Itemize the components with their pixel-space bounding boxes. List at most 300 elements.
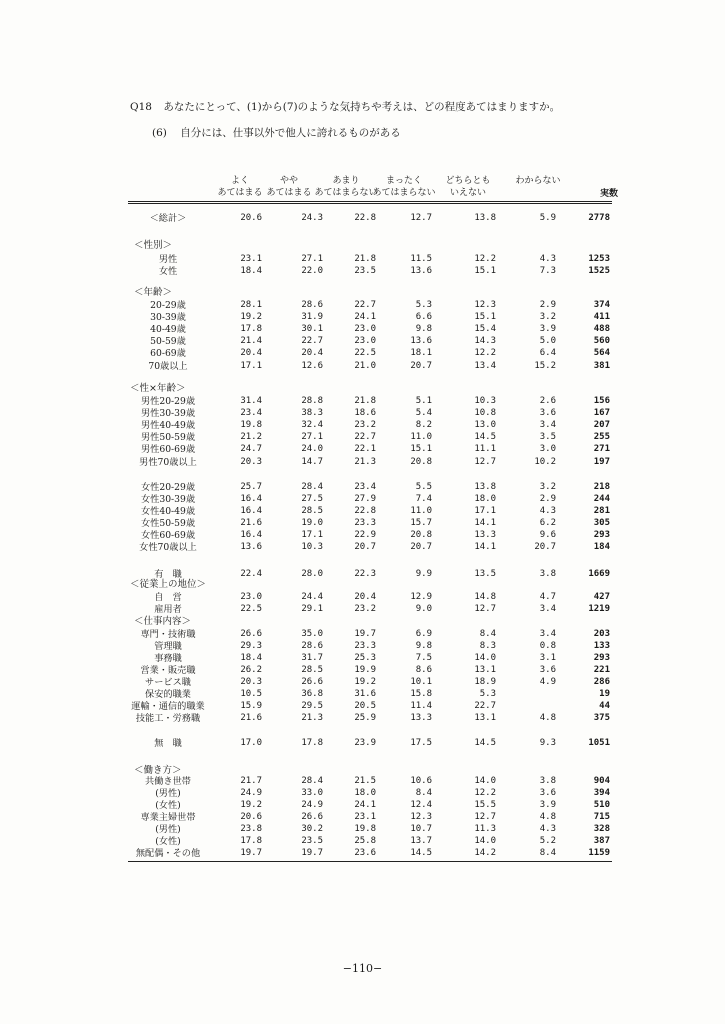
cell-value: 3.9 [539, 800, 556, 810]
table-row [0, 665, 725, 676]
cell-value: 12.2 [474, 254, 496, 264]
cell-value: 13.5 [474, 569, 496, 579]
cell-value: 22.8 [354, 506, 376, 516]
cell-value: 10.7 [410, 824, 432, 834]
table-row [0, 530, 725, 541]
cell-value: 26.6 [301, 677, 323, 687]
cell-value: 15.4 [474, 324, 496, 334]
cell-value: 22.8 [354, 213, 376, 223]
table-row [0, 312, 725, 323]
row-label: (女性) [155, 800, 181, 811]
cell-value: 26.6 [301, 812, 323, 822]
column-header-line1: わからない [515, 176, 561, 186]
cell-value: 23.4 [240, 408, 262, 418]
cell-value: 22.3 [354, 569, 376, 579]
cell-count: 374 [593, 300, 610, 310]
cell-value: 22.0 [301, 266, 323, 276]
cell-value: 21.7 [240, 776, 262, 786]
cell-value: 13.3 [474, 530, 496, 540]
cell-value: 11.4 [410, 701, 432, 711]
cell-value: 21.6 [240, 518, 262, 528]
cell-count: 244 [593, 494, 610, 504]
cell-value: 2.6 [539, 396, 556, 406]
cell-value: 22.7 [301, 336, 323, 346]
cell-value: 13.6 [410, 336, 432, 346]
table-row [0, 738, 725, 749]
row-label: (女性) [155, 836, 181, 847]
row-label: 70歳以上 [148, 361, 188, 372]
cell-value: 20.7 [354, 542, 376, 552]
column-header-line2: あてはまらない [372, 188, 436, 198]
cell-value: 9.6 [539, 530, 556, 540]
cell-value: 0.8 [539, 641, 556, 651]
cell-value: 14.8 [474, 592, 496, 602]
cell-value: 10.3 [301, 542, 323, 552]
row-label: 男性60-69歳 [140, 444, 196, 455]
cell-value: 22.1 [354, 444, 376, 454]
table-row [0, 788, 725, 799]
cell-value: 13.0 [474, 420, 496, 430]
cell-value: 19.0 [301, 518, 323, 528]
row-label: 保安的職業 [145, 689, 191, 700]
cell-value: 14.3 [474, 336, 496, 346]
cell-value: 24.3 [301, 213, 323, 223]
cell-value: 15.2 [534, 361, 556, 371]
cell-count: 255 [593, 432, 610, 442]
section-sex: ＜性別＞ [134, 240, 173, 251]
cell-value: 4.3 [539, 254, 556, 264]
cell-value: 13.8 [474, 213, 496, 223]
cell-value: 22.7 [474, 701, 496, 711]
table-row [0, 824, 725, 835]
cell-value: 14.0 [474, 776, 496, 786]
cell-value: 15.1 [410, 444, 432, 454]
cell-value: 18.4 [240, 653, 262, 663]
row-label: 男性50-59歳 [140, 432, 196, 443]
cell-value: 10.8 [474, 408, 496, 418]
cell-value: 3.6 [539, 788, 556, 798]
cell-value: 19.8 [240, 420, 262, 430]
cell-value: 9.8 [415, 641, 432, 651]
cell-value: 10.6 [410, 776, 432, 786]
cell-value: 3.0 [539, 444, 556, 454]
cell-value: 6.4 [539, 348, 556, 358]
cell-value: 13.8 [474, 482, 496, 492]
column-header-line2: あてはまる [217, 188, 263, 198]
cell-count: 203 [593, 629, 610, 639]
cell-value: 23.3 [354, 641, 376, 651]
cell-value: 36.8 [301, 689, 323, 699]
cell-value: 15.1 [474, 312, 496, 322]
cell-value: 17.1 [240, 361, 262, 371]
cell-value: 3.2 [539, 482, 556, 492]
column-header-line1: まったく [385, 176, 422, 186]
table-row [0, 408, 725, 419]
cell-value: 4.8 [539, 812, 556, 822]
row-label: 共働き世帯 [145, 776, 191, 787]
cell-value: 23.6 [354, 848, 376, 858]
cell-value: 3.9 [539, 324, 556, 334]
cell-value: 7.3 [539, 266, 556, 276]
cell-value: 25.9 [354, 713, 376, 723]
row-label: 女性20-29歳 [140, 482, 196, 493]
column-header-line2: あてはまらない [314, 188, 378, 198]
table-row [0, 701, 725, 712]
cell-value: 10.2 [534, 457, 556, 467]
table-row [0, 420, 725, 431]
section-sex-age: ＜性×年齢＞ [130, 383, 186, 394]
cell-value: 11.1 [474, 444, 496, 454]
row-label: 60-69歳 [150, 348, 186, 359]
table-row [0, 396, 725, 407]
cell-value: 20.8 [410, 530, 432, 540]
table-row [0, 266, 725, 277]
cell-value: 20.3 [240, 457, 262, 467]
column-header-line1: よく [230, 176, 249, 186]
row-label: 男性20-29歳 [140, 396, 196, 407]
cell-value: 22.4 [240, 569, 262, 579]
cell-value: 19.7 [354, 629, 376, 639]
cell-value: 23.1 [354, 812, 376, 822]
cell-count: 328 [593, 824, 610, 834]
cell-value: 23.2 [354, 604, 376, 614]
row-label: 無配偶・その他 [135, 848, 201, 859]
cell-value: 19.8 [354, 824, 376, 834]
cell-value: 18.9 [474, 677, 496, 687]
table-bottom-rule [128, 861, 612, 862]
row-label: 女性70歳以上 [139, 542, 197, 553]
cell-value: 24.0 [301, 444, 323, 454]
cell-value: 16.4 [240, 506, 262, 516]
row-label: 事務職 [154, 653, 182, 664]
row-label: 営業・販売職 [140, 665, 196, 676]
cell-value: 14.5 [474, 738, 496, 748]
cell-count: 427 [593, 592, 610, 602]
cell-value: 28.5 [301, 665, 323, 675]
cell-value: 23.5 [354, 266, 376, 276]
cell-value: 31.4 [240, 396, 262, 406]
cell-value: 8.4 [539, 848, 556, 858]
table-row [0, 713, 725, 724]
table-row [0, 213, 725, 224]
cell-value: 29.5 [301, 701, 323, 711]
cell-value: 22.5 [240, 604, 262, 614]
table-row [0, 324, 725, 335]
cell-value: 22.5 [354, 348, 376, 358]
cell-value: 18.1 [410, 348, 432, 358]
cell-value: 7.4 [415, 494, 432, 504]
cell-value: 35.0 [301, 629, 323, 639]
cell-value: 4.9 [539, 677, 556, 687]
cell-value: 17.1 [474, 506, 496, 516]
cell-value: 20.7 [410, 542, 432, 552]
table-row [0, 800, 725, 811]
cell-value: 22.7 [354, 300, 376, 310]
cell-value: 21.0 [354, 361, 376, 371]
cell-value: 22.9 [354, 530, 376, 540]
cell-value: 14.1 [474, 518, 496, 528]
table-row [0, 457, 725, 468]
table-row [0, 653, 725, 664]
cell-value: 24.9 [240, 788, 262, 798]
row-label: 男性70歳以上 [139, 457, 197, 468]
cell-value: 10.5 [240, 689, 262, 699]
cell-value: 12.3 [474, 300, 496, 310]
table-row [0, 812, 725, 823]
cell-value: 26.2 [240, 665, 262, 675]
cell-value: 27.5 [301, 494, 323, 504]
cell-count: 1159 [588, 848, 610, 858]
cell-value: 6.2 [539, 518, 556, 528]
cell-value: 21.4 [240, 336, 262, 346]
question-text: あなたにとって、(1)から(7)のような気持ちや考えは、どの程度あてはまりますか。 [163, 101, 561, 113]
cell-value: 12.7 [410, 213, 432, 223]
section-age: ＜年齢＞ [134, 287, 173, 298]
cell-value: 14.0 [474, 836, 496, 846]
cell-count: 184 [593, 542, 610, 552]
cell-value: 23.1 [240, 254, 262, 264]
cell-value: 38.3 [301, 408, 323, 418]
cell-count: 564 [593, 348, 610, 358]
cell-value: 27.1 [301, 432, 323, 442]
cell-value: 29.1 [301, 604, 323, 614]
table-row [0, 677, 725, 688]
cell-count: 715 [593, 812, 610, 822]
cell-value: 13.7 [410, 836, 432, 846]
cell-value: 4.3 [539, 506, 556, 516]
cell-value: 5.0 [539, 336, 556, 346]
cell-value: 12.9 [410, 592, 432, 602]
cell-value: 14.5 [410, 848, 432, 858]
table-row [0, 494, 725, 505]
cell-value: 21.6 [240, 713, 262, 723]
cell-count: 904 [593, 776, 610, 786]
cell-count: 394 [593, 788, 610, 798]
table-row [0, 641, 725, 652]
cell-value: 23.2 [354, 420, 376, 430]
cell-value: 15.9 [240, 701, 262, 711]
table-row [0, 361, 725, 372]
cell-value: 19.2 [354, 677, 376, 687]
cell-count: 221 [593, 665, 610, 675]
cell-value: 18.4 [240, 266, 262, 276]
cell-value: 23.0 [354, 324, 376, 334]
cell-value: 17.5 [410, 738, 432, 748]
cell-value: 9.3 [539, 738, 556, 748]
row-label: 雇用者 [154, 604, 182, 615]
cell-count: 1219 [588, 604, 610, 614]
section-position: ＜従業上の地位＞ [130, 579, 207, 590]
column-header-line1: やや [279, 176, 298, 186]
cell-value: 3.1 [539, 653, 556, 663]
cell-value: 21.3 [354, 457, 376, 467]
count-header: 実数 [599, 189, 618, 199]
cell-value: 20.4 [301, 348, 323, 358]
cell-value: 27.1 [301, 254, 323, 264]
table-row [0, 348, 725, 359]
cell-value: 28.4 [301, 776, 323, 786]
cell-value: 18.6 [354, 408, 376, 418]
cell-value: 21.2 [240, 432, 262, 442]
cell-value: 29.3 [240, 641, 262, 651]
cell-value: 5.5 [415, 482, 432, 492]
cell-value: 28.6 [301, 300, 323, 310]
cell-value: 24.7 [240, 444, 262, 454]
cell-count: 381 [593, 361, 610, 371]
cell-count: 44 [599, 701, 610, 711]
page-number: −110− [342, 962, 383, 975]
cell-value: 23.3 [354, 518, 376, 528]
cell-count: 411 [593, 312, 610, 322]
table-row [0, 444, 725, 455]
cell-count: 207 [593, 420, 610, 430]
row-label: サービス職 [145, 677, 191, 688]
cell-count: 488 [593, 324, 610, 334]
cell-value: 8.4 [479, 629, 496, 639]
cell-value: 17.0 [240, 738, 262, 748]
cell-count: 1525 [588, 266, 610, 276]
cell-value: 31.9 [301, 312, 323, 322]
cell-value: 11.0 [410, 506, 432, 516]
header-rule-top [128, 201, 612, 202]
cell-value: 13.1 [474, 713, 496, 723]
cell-value: 5.1 [415, 396, 432, 406]
cell-count: 218 [593, 482, 610, 492]
cell-value: 13.6 [240, 542, 262, 552]
row-label: 専業主婦世帯 [140, 812, 196, 823]
cell-count: 281 [593, 506, 610, 516]
cell-count: 271 [593, 444, 610, 454]
row-label: 有 職 [154, 569, 182, 580]
row-label: 女性60-69歳 [140, 530, 196, 541]
cell-value: 31.6 [354, 689, 376, 699]
cell-value: 5.3 [479, 689, 496, 699]
table-row [0, 569, 725, 580]
table-row [0, 254, 725, 265]
cell-value: 5.9 [539, 213, 556, 223]
cell-value: 8.3 [479, 641, 496, 651]
cell-value: 9.8 [415, 324, 432, 334]
cell-value: 18.0 [354, 788, 376, 798]
column-header-line1: あまり [332, 176, 360, 186]
row-label: 40-49歳 [150, 324, 186, 335]
cell-value: 21.8 [354, 396, 376, 406]
cell-value: 12.2 [474, 788, 496, 798]
cell-value: 10.1 [410, 677, 432, 687]
row-label: 女性40-49歳 [140, 506, 196, 517]
row-label: 30-39歳 [150, 312, 186, 323]
cell-value: 24.1 [354, 800, 376, 810]
cell-count: 293 [593, 530, 610, 540]
row-label: (男性) [155, 824, 181, 835]
cell-count: 1051 [588, 738, 610, 748]
row-label: 50-59歳 [150, 336, 186, 347]
cell-value: 25.3 [354, 653, 376, 663]
cell-count: 19 [599, 689, 610, 699]
column-header-line1: どちらとも [445, 176, 491, 186]
cell-count: 305 [593, 518, 610, 528]
question-line [130, 99, 560, 114]
cell-value: 11.0 [410, 432, 432, 442]
cell-value: 11.3 [474, 824, 496, 834]
cell-count: 167 [593, 408, 610, 418]
cell-value: 23.4 [354, 482, 376, 492]
cell-count: 293 [593, 653, 610, 663]
table-row [0, 336, 725, 347]
cell-value: 12.7 [474, 457, 496, 467]
table-row [0, 432, 725, 443]
cell-value: 12.7 [474, 604, 496, 614]
cell-value: 26.6 [240, 629, 262, 639]
cell-value: 13.3 [410, 713, 432, 723]
cell-value: 13.1 [474, 665, 496, 675]
header-rule-bottom [128, 203, 612, 204]
cell-value: 14.7 [301, 457, 323, 467]
cell-value: 2.9 [539, 494, 556, 504]
cell-value: 28.1 [240, 300, 262, 310]
cell-value: 12.2 [474, 348, 496, 358]
cell-value: 6.9 [415, 629, 432, 639]
cell-value: 5.2 [539, 836, 556, 846]
row-label: 20-29歳 [150, 300, 186, 311]
cell-value: 21.3 [301, 713, 323, 723]
cell-value: 28.8 [301, 396, 323, 406]
cell-value: 9.0 [415, 604, 432, 614]
column-header [433, 175, 503, 199]
cell-value: 14.2 [474, 848, 496, 858]
row-label: (男性) [155, 788, 181, 799]
cell-value: 3.4 [539, 420, 556, 430]
cell-value: 28.4 [301, 482, 323, 492]
column-header [503, 175, 573, 187]
cell-value: 23.0 [354, 336, 376, 346]
cell-value: 18.0 [474, 494, 496, 504]
table-row [0, 689, 725, 700]
row-label: 無 職 [154, 738, 182, 749]
cell-value: 8.4 [415, 788, 432, 798]
cell-value: 17.1 [301, 530, 323, 540]
cell-value: 15.8 [410, 689, 432, 699]
cell-value: 22.7 [354, 432, 376, 442]
row-label: 技能工・労務職 [135, 713, 201, 724]
table-row [0, 482, 725, 493]
cell-value: 2.9 [539, 300, 556, 310]
cell-value: 21.8 [354, 254, 376, 264]
cell-value: 8.2 [415, 420, 432, 430]
cell-count: 1253 [588, 254, 610, 264]
row-label: 管理職 [154, 641, 182, 652]
cell-value: 30.1 [301, 324, 323, 334]
cell-value: 5.3 [415, 300, 432, 310]
section-job: ＜仕事内容＞ [134, 616, 192, 627]
table-row [0, 300, 725, 311]
table-row [0, 776, 725, 787]
cell-value: 24.1 [354, 312, 376, 322]
section-work-style: ＜働き方＞ [134, 765, 182, 776]
cell-value: 20.4 [240, 348, 262, 358]
row-label: 女性 [158, 266, 178, 277]
cell-value: 3.8 [539, 569, 556, 579]
row-label: 専門・技術職 [140, 629, 196, 640]
row-label: 男性 [158, 254, 178, 265]
cell-value: 19.9 [354, 665, 376, 675]
question-number: Q18 [130, 101, 152, 113]
column-header [369, 175, 439, 199]
cell-value: 28.6 [301, 641, 323, 651]
cell-count: 197 [593, 457, 610, 467]
table-row [0, 518, 725, 529]
cell-value: 3.4 [539, 604, 556, 614]
